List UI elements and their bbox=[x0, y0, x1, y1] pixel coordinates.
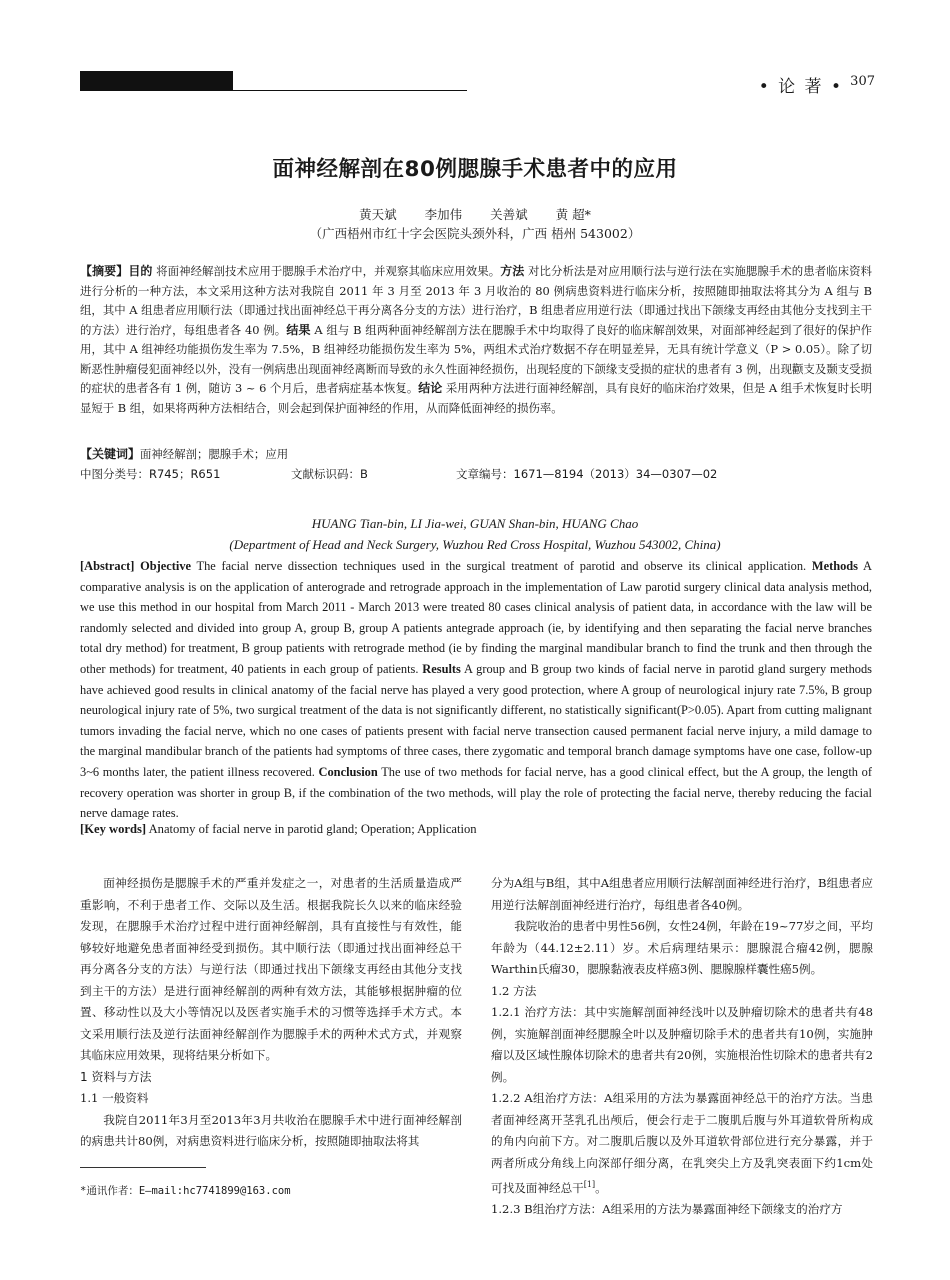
author-list bbox=[0, 205, 950, 223]
author: 李加伟 bbox=[424, 207, 463, 222]
conclusion-label: Conclusion bbox=[318, 764, 378, 779]
keywords-text: 面神经解剖；腮腺手术；应用 bbox=[140, 447, 289, 461]
methods-label: Methods bbox=[811, 559, 858, 573]
paper-title: 面神经解剖在80例腮腺手术患者中的应用 bbox=[272, 157, 678, 182]
methods-text: A comparative analysis is on the application of anterograde and retrograde approach in the implementation of Law parotid surgery clinical data analysis method, we use this method in our hospital from March 2011 - March 2013 were treated 80 cases clinical analysis of patient data, in accordance with the law will be randomly selected and divided into group A, group B, group A patients antegrade approach (ie, by identifying and then separating the facial nerve branches total dry method) for treatment, B group patients with retrograde method (ie by finding the marginal mandibular branch to find the trunk and then through the other methods) for treatment, 40 patients in each group of patients. bbox=[80, 559, 872, 676]
keywords-text: Anatomy of facial nerve in parotid gland; Operation; Application bbox=[146, 822, 477, 836]
english-affiliation: (Department of Head and Neck Surgery, Wuzhou Red Cross Hospital, Wuzhou 543002, China) bbox=[229, 537, 721, 552]
keywords-label: [Key words] bbox=[80, 822, 147, 836]
objective-text: 将面神经解剖技术应用于腮腺手术治疗中，并观察其临床应用效果。 bbox=[152, 264, 501, 278]
conclusion-text: 采用两种方法进行面神经解剖，具有良好的临床治疗效果，但是 A 组手术恢复时长明显短于 B 组，如果将两种方法相结合，则会起到保护面神经的作用，从而降低面神经的损伤率。 bbox=[80, 381, 872, 415]
english-abstract bbox=[80, 556, 872, 824]
page-header bbox=[80, 71, 875, 97]
header-black-bar bbox=[80, 71, 233, 91]
author: 黄天斌 bbox=[359, 207, 397, 222]
document-code: 文献标识码：B bbox=[291, 467, 368, 481]
page-number: 307 bbox=[850, 74, 875, 89]
section-heading: 1 资料与方法 bbox=[80, 1069, 152, 1084]
footnote: *通讯作者：E—mail:hc7741899@163.com bbox=[80, 1185, 291, 1197]
subsection-heading: 1.2 方法 bbox=[491, 983, 537, 998]
body-paragraph: 面神经损伤是腮腺手术的严重并发症之一，对患者的生活质量造成严重影响，不利于患者工作、交际以及生活。根据我院长久以来的临床经验发现，在腮腺手术治疗过程中进行面神经解剖，具有直接性与有效性，能够较好地避免患者面神经受到损伤。其中顺行法（即通过找出面神经总干再分离各分支的方法）与逆行法（即通过找出下颌缘支再经由其他分支找到主干的方法）是进行面神经解剖的两种有效方法，其能够根据肿瘤的位置、移动性以及大小等情况以及医者实施手术的习惯等选择手术方式。本文采用顺行法及逆行法面神经解剖作为腮腺手术的两种术式方式，并观察其临床应用效果，现将结果分析如下。 bbox=[80, 876, 462, 1062]
article-number: 文章编号：1671—8194（2013）34—0307—02 bbox=[456, 467, 718, 481]
body-paragraph: 分为A组与B组，其中A组患者应用顺行法解剖面神经进行治疗，B组患者应用逆行法解剖面神经进行治疗，每组患者各40例。 bbox=[491, 876, 873, 912]
body-column-right bbox=[491, 873, 873, 1221]
methods-text: 对比分析法是对应用顺行法与逆行法在实施腮腺手术的患者临床资料进行分析的一种方法，本文采用这种方法对我院自 2011 年 3 月至 2013 年 3 月收治的 80 例病患资料进行临床分析，按照随即抽取法将其分为 A 组与 B 组，其中 A 组患者应用顺行法（即通过找出面神经总干再分离各分支的方法）进行治疗，B 组患者应用逆行法（即通过找出下颌缘支再经由其他分支找到主干的方法）进行治疗，每组患者各 40 例。 bbox=[80, 264, 872, 337]
body-column-left bbox=[80, 873, 462, 1153]
abstract-label: 【摘要】 bbox=[80, 264, 129, 278]
conclusion-label: 结论 bbox=[418, 381, 443, 395]
keywords-label: 【关键词】 bbox=[80, 447, 141, 461]
body-paragraph bbox=[491, 1088, 873, 1199]
results-label: 结果 bbox=[286, 322, 311, 337]
author: 黄 超* bbox=[555, 207, 591, 222]
paragraph-text: 1.2.2 A组治疗方法：A组采用的方法为暴露面神经总干的治疗方法。当患者面神经离开茎乳孔出颅后，便会行走于二腹肌后腹与外耳道软骨所构成的角内向前下方。对二腹肌后腹以及外耳道软骨部位进行充分暴露，并于两者所成分角线上向深部仔细分离，在乳突尖上方及乳突表面下约1cm处可找及面神经总干 bbox=[491, 1091, 873, 1195]
chinese-abstract bbox=[80, 262, 872, 418]
abstract-label: [Abstract] bbox=[80, 559, 135, 573]
english-keywords bbox=[80, 822, 477, 837]
objective-text: The facial nerve dissection techniques used in the surgical treatment of parotid and observe its clinical application. bbox=[191, 559, 812, 573]
methods-label: 方法 bbox=[500, 264, 525, 278]
author: 关善斌 bbox=[490, 207, 528, 222]
body-paragraph: 我院自2011年3月至2013年3月共收治在腮腺手术中进行面神经解剖的病患共计80例，对病患资料进行临床分析，按照随即抽取法将其 bbox=[80, 1112, 462, 1148]
section-label: • 论 著 • bbox=[758, 77, 843, 97]
objective-label: Objective bbox=[140, 559, 192, 573]
subsection-heading: 1.1 一般资料 bbox=[80, 1091, 149, 1105]
header-rule bbox=[233, 90, 467, 91]
body-paragraph: 1.2.1 治疗方法：其中实施解剖面神经浅叶以及肿瘤切除术的患者共有48例，实施解剖面神经腮腺全叶以及肿瘤切除手术的患者共有10例，实施肿瘤以及区域性腺体切除术的患者共有20例，实施根治性切除术的患者共有2例。 bbox=[491, 1005, 873, 1084]
english-authors: HUANG Tian-bin, LI Jia-wei, GUAN Shan-bin, HUANG Chao bbox=[311, 516, 639, 531]
body-paragraph: 1.2.3 B组治疗方法：A组采用的方法为暴露面神经下颌缘支的治疗方 bbox=[491, 1202, 843, 1217]
results-text: A 组与 B 组两种面神经解剖方法在腮腺手术中均取得了良好的临床解剖效果，对面部神经起到了很好的保护作用，其中 A 组神经功能损伤发生率为 7.5%，B 组神经功能损伤发生率为 5%，两组术式治疗数据不存在明显差异，无具有统计学意义（P > 0.05）。除了切断恶性肿瘤侵犯面神经以外，没有一例病患出现面神经离断而导致的永久性面神经损伤，出现轻度的下颌缘支受损的症状的患者有 3 例，出现颧支及颞支受损的症状的患者各有 1 例，随访 3 ~ 6 个月后，患者病症基本恢复。 bbox=[80, 322, 872, 395]
paragraph-end: 。 bbox=[595, 1180, 607, 1195]
affiliation: （广西梧州市红十字会医院头颈外科，广西 梧州 543002） bbox=[309, 226, 641, 241]
body-paragraph: 我院收治的患者中男性56例，女性24例，年龄在19~77岁之间，平均年龄为（44.12±2.11）岁。术后病理结果示：腮腺混合瘤42例，腮腺Warthin氏瘤30，腮腺黏液表皮样癌3例、腮腺腺样囊性癌5例。 bbox=[491, 919, 873, 976]
reference-marker: [1] bbox=[583, 1180, 596, 1189]
conclusion-text: The use of two methods for facial nerve, has a good clinical effect, but the A group, the length of recovery operation was shorter in group B, if the combination of the two methods, will play the role of protecting the facial nerve, thereby reducing the facial nerve damage rates. bbox=[80, 764, 872, 821]
footnote-rule bbox=[80, 1167, 206, 1168]
clc-number: 中图分类号：R745；R651 bbox=[80, 467, 221, 481]
results-text: A group and B group two kinds of facial nerve in parotid gland surgery methods have achieved good results in clinical anatomy of the facial nerve has played a very good protection, where A group of neurological injury rate 7.5%, B group neurological injury rate of 5%, two surgical treatment of the data is not significantly different, no statistically significant(P>0.05). Apart from cutting malignant tumors invading the facial nerve, which no one cases of patients present with facial nerve transection caused permanent facial nerve injury, a mild damage to the marginal mandibular branch of the patients had symptoms of three cases, there zygomatic and temporal branch damage symptoms have one case, follow-up 3~6 months later, the patient illness recovered. bbox=[80, 661, 873, 779]
results-label: Results bbox=[422, 661, 461, 676]
objective-label: 目的 bbox=[128, 264, 153, 278]
chinese-keywords bbox=[80, 445, 872, 462]
